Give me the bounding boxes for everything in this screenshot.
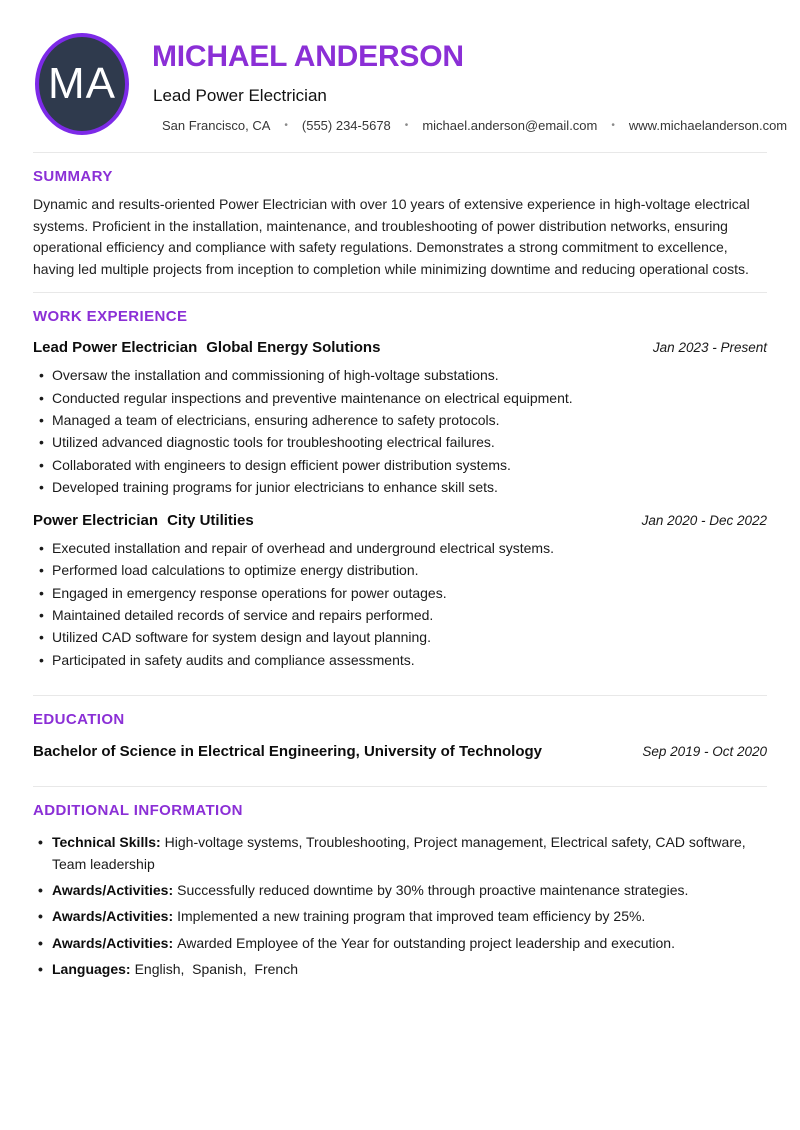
job-entry-header: [33, 512, 767, 530]
info-item-label: Awards/Activities:: [52, 934, 174, 951]
job-title-company: [33, 512, 254, 530]
info-item-text: High-voltage systems, Troubleshooting, Project management, Electrical safety, CAD software, Team leadership: [52, 833, 750, 872]
education-entry: [33, 743, 767, 760]
additional-info-item: [33, 933, 767, 955]
additional-info-item: [33, 906, 767, 928]
contact-email: michael.anderson@email.com: [422, 118, 598, 133]
job-bullet: • Participated in safety audits and compliance assessments.: [33, 650, 767, 671]
avatar: [35, 33, 129, 135]
job-entry: [33, 512, 767, 671]
contact-website: www.michaelanderson.com: [628, 118, 788, 133]
section-education: [0, 696, 800, 760]
education-degree: Bachelor of Science in Electrical Engineering, University of Technology: [33, 742, 543, 760]
job-bullet: • Managed a team of electricians, ensuring adherence to safety protocols.: [33, 410, 767, 431]
info-item-text: Successfully reduced downtime by 30% through proactive maintenance strategies.: [177, 882, 689, 899]
bullet-separator-icon: •: [611, 120, 615, 131]
person-job-title: Lead Power Electrician: [153, 86, 327, 105]
job-dates: Jan 2023 - Present: [652, 340, 767, 356]
section-additional-information: [0, 787, 800, 981]
info-item-label: Languages:: [52, 960, 131, 977]
job-dates: Jan 2020 - Dec 2022: [641, 513, 767, 529]
contact-location: San Francisco, CA: [162, 118, 271, 133]
contact-phone: (555) 234-5678: [301, 118, 391, 133]
info-item-label: Awards/Activities:: [52, 908, 174, 925]
person-name: MICHAEL ANDERSON: [152, 40, 464, 73]
job-title-company: [33, 339, 380, 357]
job-bullet: • Maintained detailed records of service and repairs performed.: [33, 605, 767, 626]
info-item-label: Awards/Activities:: [52, 882, 174, 899]
job-bullet: • Executed installation and repair of overhead and underground electrical systems.: [33, 538, 767, 559]
section-work-experience: [0, 293, 800, 671]
info-item-text: Awarded Employee of the Year for outstanding project leadership and execution.: [177, 934, 675, 951]
job-title: Lead Power Electrician: [33, 339, 198, 357]
section-summary: [0, 153, 800, 280]
info-item-text: Implemented a new training program that improved team efficiency by 25%.: [177, 908, 646, 925]
job-company: City Utilities: [167, 512, 254, 530]
job-bullet: • Developed training programs for junior electricians to enhance skill sets.: [33, 477, 767, 498]
job-company: Global Energy Solutions: [206, 339, 381, 357]
additional-info-list: [33, 832, 767, 981]
job-title: Power Electrician: [33, 512, 159, 530]
job-bullet: • Collaborated with engineers to design efficient power distribution systems.: [33, 455, 767, 476]
job-bullet-list: [33, 538, 767, 671]
job-bullet: • Utilized CAD software for system design and layout planning.: [33, 627, 767, 648]
job-bullet: • Performed load calculations to optimize energy distribution.: [33, 560, 767, 581]
job-entry: [33, 339, 767, 498]
avatar-initials: MA: [48, 59, 116, 108]
work-experience-heading: WORK EXPERIENCE: [33, 308, 188, 326]
education-dates: Sep 2019 - Oct 2020: [642, 743, 767, 759]
job-bullet: • Utilized advanced diagnostic tools for troubleshooting electrical failures.: [33, 432, 767, 453]
job-bullet: • Conducted regular inspections and preventive maintenance on electrical equipment.: [33, 388, 767, 409]
info-item-label: Technical Skills:: [52, 833, 161, 850]
job-bullet-list: [33, 365, 767, 498]
education-heading: EDUCATION: [33, 710, 125, 728]
bullet-separator-icon: •: [404, 120, 409, 131]
additional-info-item: [33, 832, 767, 876]
info-item-text: English, Spanish, French: [134, 960, 298, 977]
additional-info-item: [33, 959, 767, 981]
summary-paragraph: Dynamic and results-oriented Power Electrician with over 10 years of extensive experience in high-voltage electrical systems. Proficient in the installation, maintenance, and troubleshooting of power distribution networks, ensuring operational efficiency and compliance with safety regulations. Demonstrates a strong commitment to excellence, having led multiple projects from inception to completion while minimizing downtime and reducing operational costs.: [33, 196, 750, 277]
job-bullet: • Engaged in emergency response operations for power outages.: [33, 583, 767, 604]
contact-row: [162, 118, 787, 133]
additional-info-item: [33, 880, 767, 902]
additional-information-heading: ADDITIONAL INFORMATION: [33, 801, 243, 819]
summary-heading: SUMMARY: [33, 168, 113, 185]
bullet-separator-icon: •: [284, 120, 288, 131]
job-entry-header: [33, 339, 767, 357]
job-bullet: • Oversaw the installation and commissioning of high-voltage substations.: [33, 365, 767, 386]
resume-header: [0, 0, 800, 152]
